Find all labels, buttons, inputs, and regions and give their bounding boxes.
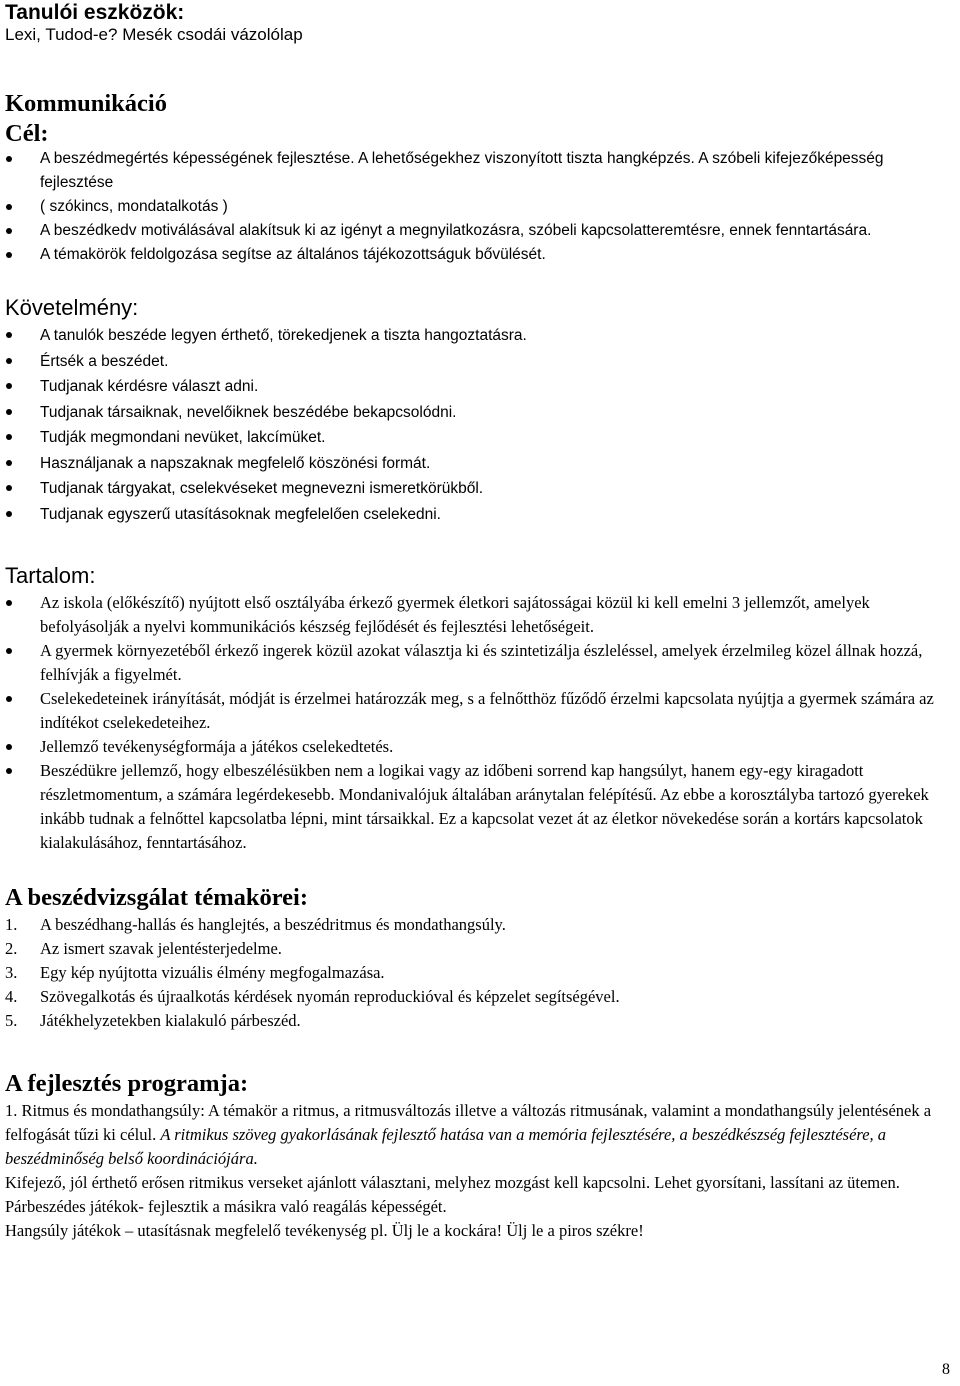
item-number: 3. (5, 963, 18, 982)
program-paragraph-1 (5, 1099, 955, 1171)
program-paragraph-2: Kifejező, jól érthető erősen ritmikus verseket ajánlott választani, melyhez mozgást kell kapcsolni. Lehet gyorsítani, lassítani az ütemen. (5, 1173, 900, 1192)
list-item: Tudjanak kérdésre választ adni. (5, 374, 955, 400)
list-item: A tanulók beszéde legyen érthető, törekedjenek a tiszta hangoztatásra. (5, 323, 955, 349)
document-page (5, 0, 955, 1243)
numbered-item (5, 913, 955, 937)
item-number: 1. (5, 915, 18, 934)
item-number: 4. (5, 987, 18, 1006)
tartalom-list (5, 591, 955, 855)
page-number: 8 (942, 1361, 950, 1378)
item-text: Szövegalkotás és újraalkotás kérdések nyomán reproduckióval és képzelet segítségével. (40, 987, 620, 1006)
tools-subtitle: Lexi, Tudod-e? Mesék csodái vázolólap (5, 25, 303, 44)
list-item: Tudják megmondani nevüket, lakcímüket. (5, 425, 955, 451)
item-text: Egy kép nyújtotta vizuális élmény megfogalmazása. (40, 963, 385, 982)
program-paragraph-3: Párbeszédes játékok- fejlesztik a másikra való reagálás képességét. (5, 1197, 447, 1216)
program-paragraph-1-text: 1. Ritmus és mondathangsúly: A témakör a ritmus, a ritmusváltozás illetve a változás ritmusának, valamint a mondathangsúly jelentésének a felfogását tűzi ki célul. (5, 1101, 932, 1144)
kovetelmeny-list (5, 323, 955, 527)
list-item: A témakörök feldolgozása segítse az általános tájékozottságuk bővülését. (5, 243, 955, 267)
section-heading-kovetelmeny: Követelmény: (5, 295, 139, 320)
numbered-item (5, 961, 955, 985)
program-paragraph-4: Hangsúly játékok – utasításnak megfelelő tevékenység pl. Ülj le a kockára! Ülj le a piros székre! (5, 1221, 644, 1240)
item-number: 2. (5, 939, 18, 958)
list-item: A beszédkedv motiválásával alakítsuk ki az igényt a megnyilatkozásra, szóbeli kapcsolatteremtésre, ennek fenntartására. (5, 219, 955, 243)
section-heading-cel: Cél: (5, 120, 49, 147)
numbered-item (5, 937, 955, 961)
list-item: A gyermek környezetéből érkező ingerek közül azokat választja ki és szintetizálja észleléssel, amelyek érzelmileg közel állnak hozzá, felhívják a figyelmét. (5, 639, 955, 687)
section-heading-program: A fejlesztés programja: (5, 1070, 249, 1097)
section-heading-temakorok: A beszédvizsgálat témakörei: (5, 884, 309, 911)
item-text: Az ismert szavak jelentésterjedelme. (40, 939, 282, 958)
list-item: Beszédükre jellemző, hogy elbeszélésükben nem a logikai vagy az időbeni sorrend kap hangsúlyt, hanem egy-egy kiragadott részletmomentum, a számára legérdekesebb. Mondanivalójuk általában aránytalan felépítésű. Az ebbe a korosztályba tartozó gyerekek inkább tudnak a felnőttel kapcsolatba lépni, mint társaikkal. Ez a kapcsolat vezet át az életkor növekedése során a kortárs kapcsolatok kialakulásához, fenntartásához. (5, 759, 955, 855)
list-item: Az iskola (előkészítő) nyújtott első osztályába érkező gyermek életkori sajátosságai közül ki kell emelni 3 jellemzőt, amelyek befolyásolják a nyelvi kommunikációs készség fejlődését és fejlesztési lehetőségeit. (5, 591, 955, 639)
section-heading-kommunikacio: Kommunikáció (5, 90, 167, 117)
list-item: Tudjanak társaiknak, nevelőiknek beszédébe bekapcsolódni. (5, 400, 955, 426)
item-text: A beszédhang-hallás és hanglejtés, a beszédritmus és mondathangsúly. (40, 915, 506, 934)
temakorok-list (5, 913, 955, 1033)
item-number: 5. (5, 1011, 18, 1030)
page-title: Tanulói eszközök: (5, 1, 185, 24)
cel-list (5, 147, 955, 267)
section-heading-tartalom: Tartalom: (5, 563, 96, 588)
list-item: Cselekedeteinek irányítását, módját is érzelmei határozzák meg, s a felnőtthöz fűződő érzelmi kapcsolata nyújtja a gyermek számára az indítékot cselekedeteihez. (5, 687, 955, 735)
numbered-item (5, 985, 955, 1009)
item-text: Játékhelyzetekben kialakuló párbeszéd. (40, 1011, 301, 1030)
list-item: Tudjanak tárgyakat, cselekvéseket megnevezni ismeretkörükből. (5, 476, 955, 502)
list-item: Jellemző tevékenységformája a játékos cselekedtetés. (5, 735, 955, 759)
list-item: ( szókincs, mondatalkotás ) (5, 195, 955, 219)
list-item: Használjanak a napszaknak megfelelő köszönési formát. (5, 451, 955, 477)
numbered-item (5, 1009, 955, 1033)
list-item: A beszédmegértés képességének fejlesztése. A lehetőségekhez viszonyított tiszta hangképzés. A szóbeli kifejezőképesség fejlesztése (5, 147, 955, 195)
list-item: Tudjanak egyszerű utasításoknak megfelelően cselekedni. (5, 502, 955, 528)
list-item: Értsék a beszédet. (5, 349, 955, 375)
program-paragraph-1-italic: A ritmikus szöveg gyakorlásának fejlesztő hatása van a memória fejlesztésére, a beszédkészség fejlesztésére, a beszédminőség belső koordinációjára. (5, 1125, 887, 1168)
